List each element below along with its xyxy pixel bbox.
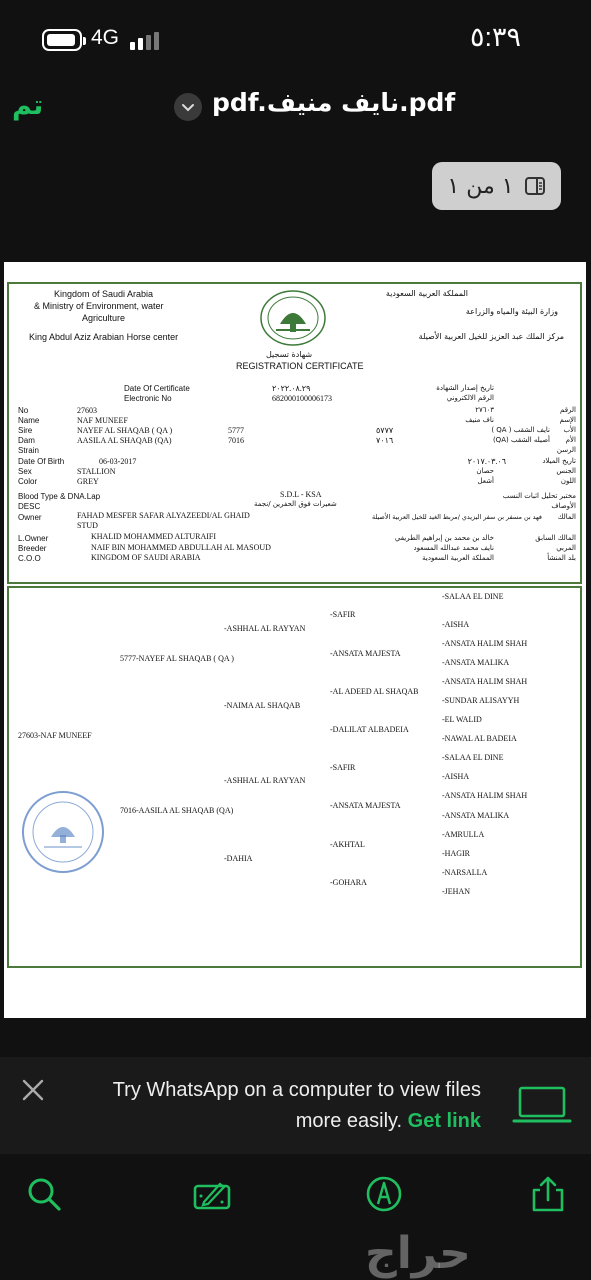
field-label: Dam xyxy=(18,436,35,445)
desc-ar: الأوصاف xyxy=(551,502,576,510)
field-label: Color xyxy=(18,477,38,486)
title-en: REGISTRATION CERTIFICATE xyxy=(236,361,364,371)
pedigree-gen3: -SAFIR xyxy=(330,763,356,772)
lowner-label: L.Owner xyxy=(18,534,49,543)
field-value: AASILA AL SHAQAB (QA) xyxy=(77,436,172,445)
markup-icon[interactable] xyxy=(364,1174,404,1214)
pedigree-gen3: -SAFIR xyxy=(330,610,356,619)
signal-icon xyxy=(130,32,164,50)
pedigree-gen4: -AISHA xyxy=(442,772,470,781)
laptop-icon xyxy=(512,1085,572,1125)
banner-message xyxy=(51,1075,481,1137)
field-reg-no: 7016 xyxy=(228,436,244,445)
lowner-ar-value: خالد بن محمد بن إبراهيم الطريفي xyxy=(394,534,494,542)
page-thumbnail-icon xyxy=(524,175,546,197)
field-ar-label: اللون xyxy=(560,477,576,485)
blood-value: S.D.L - KSA xyxy=(280,490,322,499)
electronic-label: Electronic No xyxy=(124,394,172,403)
desc-value: شعيرات فوق الحفرين /نجمة xyxy=(254,500,337,508)
field-label: Sex xyxy=(18,467,32,476)
owner-ar-label: المالك xyxy=(557,513,576,521)
pedigree-gen4: -NAWAL AL BADEIA xyxy=(442,734,517,743)
pedigree-gen4: -JEHAN xyxy=(442,887,470,896)
pdf-document[interactable] xyxy=(4,262,586,1018)
breeder-value: NAIF BIN MOHAMMED ABDULLAH AL MASOUD xyxy=(91,543,271,552)
field-ar-label: الأب xyxy=(563,426,576,434)
field-reg-no: 5777 xyxy=(228,426,244,435)
done-button[interactable]: تم xyxy=(12,90,44,121)
field-ar-label: تاريخ الميلاد xyxy=(542,457,576,465)
field-value: STALLION xyxy=(77,467,116,476)
pedigree-dam: 7016-AASILA AL SHAQAB (QA) xyxy=(120,806,234,815)
pedigree-gen4: -SALAA EL DINE xyxy=(442,592,504,601)
banner-line-1: Try WhatsApp on a computer to view files xyxy=(112,1079,481,1101)
field-ar-label: الرسن xyxy=(556,446,576,454)
pedigree-gen4: -ANSATA MALIKA xyxy=(442,658,510,667)
status-bar xyxy=(0,0,591,80)
battery-icon xyxy=(42,29,82,51)
owner-value: FAHAD MESFER SAFAR ALYAZEEDI/AL GHAID xyxy=(77,511,250,520)
pedigree-gen4: -ANSATA HALIM SHAH xyxy=(442,639,528,648)
field-ar-value: (QA) أصيله الشقب xyxy=(492,436,550,444)
field-label: No xyxy=(18,406,29,415)
field-reg-no-ar: ٧٠١٦ xyxy=(376,436,394,445)
field-value: GREY xyxy=(77,477,99,486)
header-en-4: King Abdul Aziz Arabian Horse center xyxy=(29,332,179,342)
field-ar-label: الجنس xyxy=(556,467,576,475)
pedigree-horse: 27603-NAF MUNEEF xyxy=(18,731,92,740)
field-label: Strain xyxy=(18,446,39,455)
field-value: NAF MUNEEF xyxy=(77,416,128,425)
electronic-ar: الرقم الالكتروني xyxy=(446,394,494,402)
date-ar: تاريخ إصدار الشهادة xyxy=(436,384,494,392)
search-icon[interactable] xyxy=(24,1174,64,1214)
pedigree-gen4: -NARSALLA xyxy=(442,868,488,877)
coo-ar-label: بلد المنشأ xyxy=(547,554,576,562)
page-indicator-label: ١ من ١ xyxy=(447,173,514,199)
pedigree-gen3: -DALILAT ALBADEIA xyxy=(330,725,409,734)
date-value: ٢٠٢٢.٠٨.٢٩ xyxy=(272,384,311,393)
electronic-value: 682000100006173 xyxy=(272,394,332,403)
coo-value: KINGDOM OF SAUDI ARABIA xyxy=(91,553,201,562)
pedigree-gen3: -ANSATA MAJESTA xyxy=(330,801,401,810)
field-label: Date Of Birth xyxy=(18,457,65,466)
owner-value-2: STUD xyxy=(77,521,98,530)
pedigree-gen4: -SALAA EL DINE xyxy=(442,753,504,762)
pedigree-gen4: -HAGIR xyxy=(442,849,470,858)
pedigree-gen4: -AMRULLA xyxy=(442,830,485,839)
field-label: Sire xyxy=(18,426,33,435)
official-seal-icon xyxy=(20,789,106,875)
header-en-2: & Ministry of Environment, water xyxy=(34,301,164,311)
field-ar-label: الرقم xyxy=(560,406,576,414)
get-link-button[interactable]: Get link xyxy=(407,1110,481,1132)
clock: ٥:٣٩ xyxy=(469,22,521,52)
blood-label: Blood Type & DNA.Lap xyxy=(18,492,101,501)
coo-label: C.O.O xyxy=(18,554,41,563)
breeder-ar-value: نايف محمد عبدالله المسعود xyxy=(413,544,494,552)
share-icon[interactable] xyxy=(528,1174,568,1214)
field-ar-value: ٢٠١٧.٠٣.٠٦ xyxy=(467,457,506,466)
network-label: 4G xyxy=(91,26,120,49)
field-value: 27603 xyxy=(77,406,97,415)
lowner-ar-label: المالك السابق xyxy=(535,534,576,542)
field-ar-value: ناف منيف xyxy=(465,416,494,424)
pedigree-sire: 5777-NAYEF AL SHAQAB ( QA ) xyxy=(120,654,234,663)
field-ar-label: الإسم xyxy=(559,416,576,424)
banner-line-2: more easily. xyxy=(295,1110,403,1132)
field-value: NAYEF AL SHAQAB ( QA ) xyxy=(77,426,173,435)
pedigree-gen2: -ASHHAL AL RAYYAN xyxy=(224,776,306,785)
chevron-down-icon[interactable] xyxy=(174,93,202,121)
pedigree-gen4: -ANSATA MALIKA xyxy=(442,811,510,820)
blood-ar: مختبر تحليل اثبات النسب xyxy=(502,492,576,500)
bottom-toolbar xyxy=(0,1154,591,1280)
pedigree-gen3: -AL ADEED AL SHAQAB xyxy=(330,687,419,696)
field-ar-value: حصان xyxy=(476,467,494,475)
owner-ar-value: فهد بن مسفر بن سفر اليزيدي /مربط الغيد للخيل العربية الأصيلة xyxy=(371,513,542,521)
breeder-label: Breeder xyxy=(18,544,47,553)
field-value: 06-03-2017 xyxy=(99,457,137,466)
header-ar-3: مركز الملك عبد العزيز للخيل العربية الأصيلة xyxy=(418,332,564,341)
close-icon[interactable] xyxy=(22,1079,44,1101)
desc-label: DESC xyxy=(18,502,41,511)
pedigree-gen2: -NAIMA AL SHAQAB xyxy=(224,701,301,710)
header-ar-2: وزارة البيئة والمياه والزراعة xyxy=(465,307,558,316)
header-en-3: Agriculture xyxy=(82,313,126,323)
whatsapp-banner xyxy=(0,1057,591,1154)
pedigree-gen3: -AKHTAL xyxy=(330,840,365,849)
coo-ar-value: المملكة العربية السعودية xyxy=(422,554,494,562)
header-en-1: Kingdom of Saudi Arabia xyxy=(54,289,154,299)
haraj-watermark: حراج xyxy=(365,1228,471,1279)
lowner-value: KHALID MOHAMMED ALTURAIFI xyxy=(91,532,217,541)
title-ar: شهادة تسجيل xyxy=(266,350,313,359)
pedigree-gen3: -GOHARA xyxy=(330,878,367,887)
pedigree-gen2: -DAHIA xyxy=(224,854,253,863)
horse-center-logo xyxy=(258,288,328,350)
edit-icon[interactable] xyxy=(192,1174,232,1214)
field-ar-value: ( QA ) نايف الشقب xyxy=(491,426,550,434)
pedigree-gen4: -AISHA xyxy=(442,620,470,629)
pedigree-gen4: -ANSATA HALIM SHAH xyxy=(442,677,528,686)
owner-label: Owner xyxy=(18,513,42,522)
header-ar-1: المملكة العربية السعودية xyxy=(385,289,468,298)
field-ar-value: ٢٧٦٠٣ xyxy=(475,406,494,414)
field-label: Name xyxy=(18,416,40,425)
page-indicator[interactable] xyxy=(432,162,561,210)
field-ar-value: أشعل xyxy=(477,477,494,485)
pedigree-gen4: -SUNDAR ALISAYYH xyxy=(442,696,520,705)
field-ar-label: الأم xyxy=(565,436,576,444)
file-title[interactable]: pdf.نايف منيف.pdf xyxy=(212,88,456,117)
pedigree-gen2: -ASHHAL AL RAYYAN xyxy=(224,624,306,633)
breeder-ar-label: المربي xyxy=(556,544,576,552)
field-reg-no-ar: ٥٧٧٧ xyxy=(376,426,394,435)
pedigree-gen3: -ANSATA MAJESTA xyxy=(330,649,401,658)
pedigree-gen4: -EL WALID xyxy=(442,715,482,724)
pedigree-gen4: -ANSATA HALIM SHAH xyxy=(442,791,528,800)
date-label: Date Of Certificate xyxy=(124,384,190,393)
